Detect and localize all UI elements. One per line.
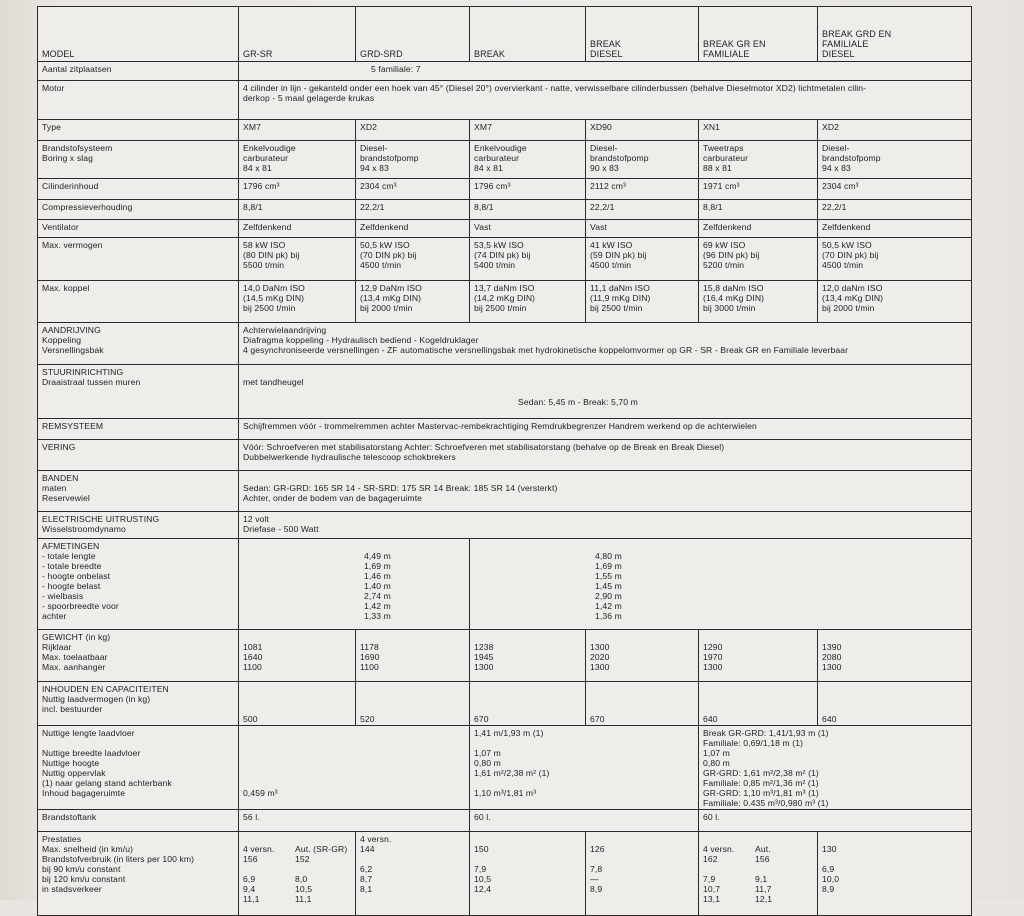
header-grd-srd: GRD-SRD	[356, 7, 470, 62]
cell-koppel: 12,0 daNm ISO (13,4 mKg DIN) bij 2000 t/min	[818, 281, 972, 323]
cell-cilinderinhoud: 1971 cm³	[699, 179, 818, 200]
value-zitplaatsen: 5 familiale: 7	[239, 62, 972, 81]
cell-ventilator: Zelfdenkend	[699, 220, 818, 238]
cell-ventilator: Vast	[586, 220, 699, 238]
cell-ventilator: Zelfdenkend	[818, 220, 972, 238]
cell-brandstof: Diesel- brandstofpomp 94 x 83	[818, 141, 972, 179]
value-draaistraal: Sedan: 5,45 m - Break: 5,70 m	[518, 397, 638, 407]
label-compressie: Compressieverhouding	[38, 200, 239, 220]
row-inhoud	[38, 682, 972, 726]
cell-inhoud: 520	[356, 682, 470, 726]
value-stuur-type: met tandheugel	[243, 377, 304, 387]
row-brandstof	[38, 141, 972, 179]
cell-cilinderinhoud: 1796 cm³	[470, 179, 586, 200]
value-motor: 4 cilinder in lijn - gekanteld onder een hoek van 45° (Diesel 20°) overvierkant - natte, verwisselbare cilinderbussen (behalve Dieselmotor XD2) lichtmetalen cilin- derkop - 5 maal gelagerde krukas	[239, 81, 972, 120]
row-laadvloer	[38, 726, 972, 810]
value-stuur	[239, 365, 972, 419]
row-rem	[38, 419, 972, 440]
cell-vermogen: 69 kW ISO (96 DIN pk) bij 5200 t/min	[699, 238, 818, 281]
spec-table	[37, 6, 972, 916]
cell-brandstof: Tweetraps carburateur 88 x 81	[699, 141, 818, 179]
header-model: MODEL	[38, 7, 239, 62]
cell-brandstof: Diesel- brandstofpomp 94 x 83	[356, 141, 470, 179]
cell-inhoud: 670	[470, 682, 586, 726]
row-type	[38, 120, 972, 141]
value-afmetingen-sedan: 4,49 m 1,69 m 1,46 m 1,40 m 2,74 m 1,42 m 1,33 m	[239, 539, 470, 630]
cell-compressie: 8,8/1	[699, 200, 818, 220]
prestaties-break-gr-auto: Aut. 156 9,1 11,7 12,1	[755, 844, 773, 904]
row-afmetingen	[38, 539, 972, 630]
row-ventilator	[38, 220, 972, 238]
cell-koppel: 13,7 daNm ISO (14,2 mKg DIN) bij 2500 t/min	[470, 281, 586, 323]
row-cilinderinhoud	[38, 179, 972, 200]
cell-compressie: 22,2/1	[586, 200, 699, 220]
header-break-gr-familiale: BREAK GR EN FAMILIALE	[699, 7, 818, 62]
label-laadvloer: Nuttige lengte laadvloer Nuttige breedte laadvloer Nuttige hoogte Nuttig oppervlak (1) naar gelang stand achterbank Inhoud bagageruimte	[38, 726, 239, 810]
prestaties-break-gr-manual: 4 versn. 162 7,9 10,7 13,1	[703, 844, 735, 904]
cell-koppel: 15,8 daNm ISO (16,4 mKg DIN) bij 3000 t/min	[699, 281, 818, 323]
row-zitplaatsen	[38, 62, 972, 81]
cell-inhoud: 500	[239, 682, 356, 726]
row-elec	[38, 512, 972, 539]
label-brandstof: Brandstofsysteem Boring x slag	[38, 141, 239, 179]
cell-ventilator: Zelfdenkend	[356, 220, 470, 238]
cell-gewicht: 1300 2020 1300	[586, 630, 699, 682]
cell-vermogen: 53,5 kW ISO (74 DIN pk) bij 5400 t/min	[470, 238, 586, 281]
cell-inhoud: 640	[818, 682, 972, 726]
cell-compressie: 22,2/1	[818, 200, 972, 220]
row-vering	[38, 440, 972, 471]
label-cilinderinhoud: Cilinderinhoud	[38, 179, 239, 200]
label-type: Type	[38, 120, 239, 141]
label-prestaties: Prestaties Max. snelheid (in km/u) Brandstofverbruik (in liters per 100 km) bij 90 km/u constant bij 120 km/u constant in stadsverkeer	[38, 832, 239, 916]
label-motor: Motor	[38, 81, 239, 120]
row-banden	[38, 471, 972, 512]
cell-vermogen: 58 kW ISO (80 DIN pk) bij 5500 t/min	[239, 238, 356, 281]
cell-prestaties-break-gr	[699, 832, 818, 916]
header-row	[38, 7, 972, 62]
row-aandrijving	[38, 323, 972, 365]
row-vermogen	[38, 238, 972, 281]
header-break: BREAK	[470, 7, 586, 62]
cell-gewicht: 1081 1640 1100	[239, 630, 356, 682]
label-vermogen: Max. vermogen	[38, 238, 239, 281]
label-tank: Brandstoftank	[38, 810, 239, 832]
label-stuur: STUURINRICHTING Draaistraal tussen muren	[38, 365, 239, 419]
label-koppel: Max. koppel	[38, 281, 239, 323]
label-vering: VERING	[38, 440, 239, 471]
cell-vermogen: 50,5 kW ISO (70 DIN pk) bij 4500 t/min	[356, 238, 470, 281]
cell-gewicht: 1238 1945 1300	[470, 630, 586, 682]
label-banden: BANDEN maten Reservewiel	[38, 471, 239, 512]
label-inhoud: INHOUDEN EN CAPACITEITEN Nuttig laadvermogen (in kg) incl. bestuurder	[38, 682, 239, 726]
cell-cilinderinhoud: 2112 cm³	[586, 179, 699, 200]
cell-type: XN1	[699, 120, 818, 141]
cell-prestaties-gr-sr	[239, 832, 356, 916]
label-elec: ELECTRISCHE UITRUSTING Wisselstroomdynamo	[38, 512, 239, 539]
value-laadvloer-sedan: 0,459 m³	[239, 726, 470, 810]
label-afmetingen: AFMETINGEN - totale lengte - totale breedte - hoogte onbelast - hoogte belast - wielbasis - spoorbreedte voor achter	[38, 539, 239, 630]
cell-brandstof: Diesel- brandstofpomp 90 x 83	[586, 141, 699, 179]
cell-cilinderinhoud: 2304 cm³	[818, 179, 972, 200]
cell-ventilator: Zelfdenkend	[239, 220, 356, 238]
cell-compressie: 8,8/1	[239, 200, 356, 220]
row-prestaties	[38, 832, 972, 916]
cell-compressie: 22,2/1	[356, 200, 470, 220]
cell-ventilator: Vast	[470, 220, 586, 238]
value-elec: 12 volt Driefase - 500 Watt	[239, 512, 972, 539]
cell-type: XD2	[356, 120, 470, 141]
prestaties-gr-sr-manual: 4 versn. 156 6,9 9,4 11,1	[243, 844, 275, 904]
label-ventilator: Ventilator	[38, 220, 239, 238]
row-motor	[38, 81, 972, 120]
cell-koppel: 14,0 DaNm ISO (14,5 mKg DIN) bij 2500 t/min	[239, 281, 356, 323]
cell-koppel: 11,1 daNm ISO (11,9 mKg DIN) bij 2500 t/min	[586, 281, 699, 323]
cell-type: XD90	[586, 120, 699, 141]
header-break-grd-familiale-diesel: BREAK GRD EN FAMILIALE DIESEL	[818, 7, 972, 62]
cell-vermogen: 41 kW ISO (59 DIN pk) bij 4500 t/min	[586, 238, 699, 281]
value-tank-sedan: 56 l.	[239, 810, 470, 832]
cell-brandstof: Enkelvoudige carburateur 84 x 81	[239, 141, 356, 179]
cell-gewicht: 1178 1690 1100	[356, 630, 470, 682]
value-tank-break: 60 l.	[470, 810, 699, 832]
header-break-diesel: BREAK DIESEL	[586, 7, 699, 62]
label-rem: REMSYSTEEM	[38, 419, 239, 440]
row-koppel	[38, 281, 972, 323]
cell-cilinderinhoud: 2304 cm³	[356, 179, 470, 200]
cell-gewicht: 1290 1970 1300	[699, 630, 818, 682]
value-laadvloer-gr: Break GR-GRD: 1,41/1,93 m (1) Familiale: 0,69/1,18 m (1) 1,07 m 0,80 m GR-GRD: 1,61 m²/2,38 m² (1) Familiale: 0,85 m²/1,36 m² (1) GR-GRD: 1,10 m³/1,81 m³ (1) Familiale: 0.435 m³/0,980 m³ (1)	[699, 726, 972, 810]
cell-vermogen: 50,5 kW ISO (70 DIN pk) bij 4500 t/min	[818, 238, 972, 281]
value-vering: Vóór: Schroefveren met stabilisatorstang Achter: Schroefveren met stabilisatorstang (behalve op de Break en Break Diesel) Dubbelwerkende hydraulische telescoop schokbrekers	[239, 440, 972, 471]
cell-inhoud: 670	[586, 682, 699, 726]
cell-type: XD2	[818, 120, 972, 141]
value-aandrijving: Achterwielaandrijving Diafragma koppeling - Hydraulisch bediend - Kogeldruklager 4 gesynchroniseerde versnellingen - ZF automatische versnellingsbak met hydrokinetische koppelomvormer op GR - SR - Break GR en Familiale leverbaar	[239, 323, 972, 365]
row-tank	[38, 810, 972, 832]
label-zitplaatsen: Aantal zitplaatsen	[38, 62, 239, 81]
cell-type: XM7	[470, 120, 586, 141]
cell-prestaties-grd-srd: 4 versn. 144 6,2 8,7 8,1	[356, 832, 470, 916]
row-compressie	[38, 200, 972, 220]
prestaties-gr-sr-auto: Aut. (SR-GR) 152 8,0 10,5 11,1	[295, 844, 348, 904]
cell-compressie: 8,8/1	[470, 200, 586, 220]
cell-type: XM7	[239, 120, 356, 141]
value-rem: Schijfremmen vóór - trommelremmen achter Mastervac-rembekrachtiging Remdrukbegrenzer Handrem werkend op de achterwielen	[239, 419, 972, 440]
cell-brandstof: Enkelvoudige carburateur 84 x 81	[470, 141, 586, 179]
label-gewicht: GEWICHT (in kg) Rijklaar Max. toelaatbaar Max. aanhanger	[38, 630, 239, 682]
row-stuur	[38, 365, 972, 419]
cell-cilinderinhoud: 1796 cm³	[239, 179, 356, 200]
cell-prestaties-break: 150 7,9 10,5 12,4	[470, 832, 586, 916]
cell-prestaties-break-grd: 130 6,9 10,0 8,9	[818, 832, 972, 916]
value-laadvloer-break: 1,41 m/1,93 m (1) 1,07 m 0,80 m 1,61 m²/2,38 m² (1) 1,10 m³/1,81 m³	[470, 726, 699, 810]
value-tank-gr: 60 l.	[699, 810, 972, 832]
value-banden: Sedan: GR-GRD: 165 SR 14 - SR-SRD: 175 SR 14 Break: 185 SR 14 (versterkt) Achter, onder de bodem van de bagageruimte	[239, 471, 972, 512]
cell-inhoud: 640	[699, 682, 818, 726]
value-afmetingen-break: 4,80 m 1,69 m 1,55 m 1,45 m 2,90 m 1,42 m 1,36 m	[470, 539, 972, 630]
cell-prestaties-break-diesel: 126 7,8 — 8,9	[586, 832, 699, 916]
row-gewicht	[38, 630, 972, 682]
cell-koppel: 12,9 DaNm ISO (13,4 mKg DIN) bij 2000 t/min	[356, 281, 470, 323]
cell-gewicht: 1390 2080 1300	[818, 630, 972, 682]
label-aandrijving: AANDRIJVING Koppeling Versnellingsbak	[38, 323, 239, 365]
header-gr-sr: GR-SR	[239, 7, 356, 62]
